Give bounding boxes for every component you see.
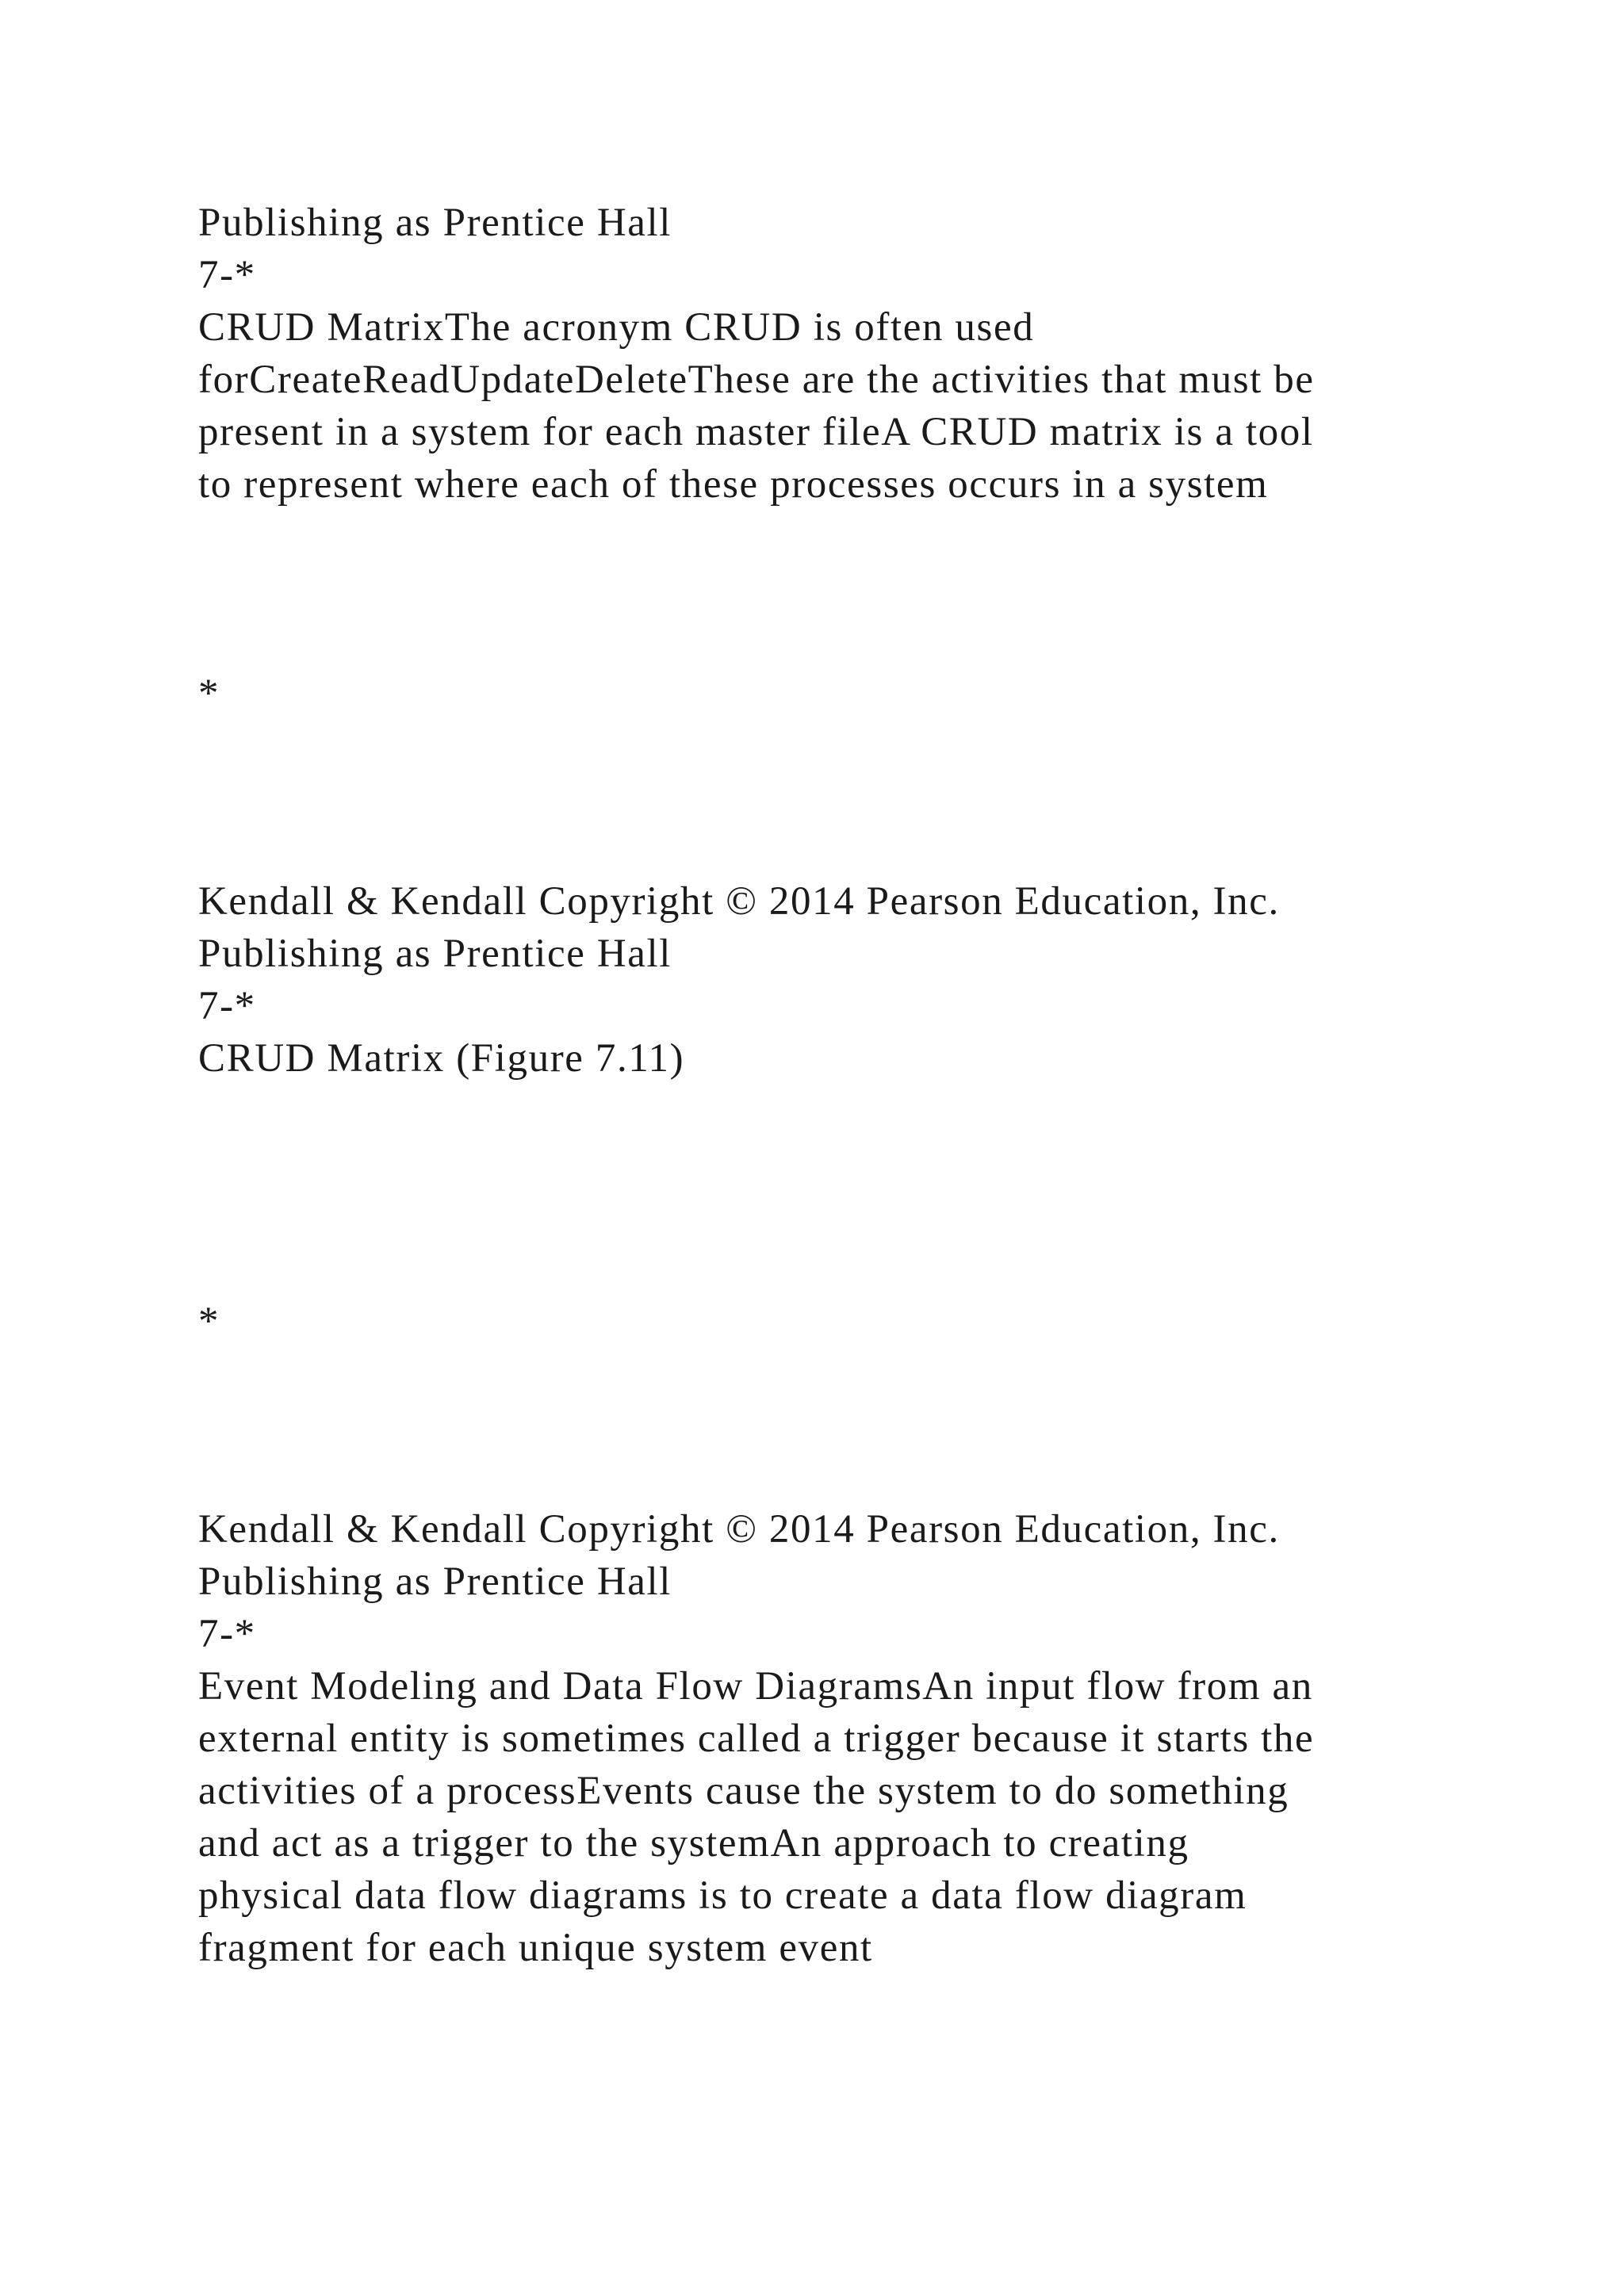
publisher-line: Publishing as Prentice Hall [198,201,672,245]
body-text-line: Event Modeling and Data Flow DiagramsAn input flow from an [198,1664,1313,1709]
slide-title: CRUD Matrix (Figure 7.11) [198,1036,685,1081]
slide-separator-asterisk: * [198,1299,220,1344]
body-text-line: forCreateReadUpdateDeleteThese are the activities that must be [198,358,1315,402]
body-text-line: fragment for each unique system event [198,1926,873,1970]
body-text-line: and act as a trigger to the systemAn approach to creating [198,1821,1189,1866]
slide-number: 7-* [198,984,256,1028]
publisher-line: Publishing as Prentice Hall [198,1559,672,1604]
body-text-line: CRUD MatrixThe acronym CRUD is often used [198,305,1035,350]
copyright-line: Kendall & Kendall Copyright © 2014 Pearson Education, Inc. [198,1507,1280,1552]
body-text-line: to represent where each of these processes occurs in a system [198,462,1269,507]
body-text-line: present in a system for each master fileA CRUD matrix is a tool [198,410,1314,454]
slide-number: 7-* [198,1612,256,1656]
slide-separator-asterisk: * [198,672,220,716]
body-text-line: external entity is sometimes called a trigger because it starts the [198,1716,1315,1761]
body-text-line: physical data flow diagrams is to create a data flow diagram [198,1873,1247,1918]
slide-number: 7-* [198,253,256,297]
body-text-line: activities of a processEvents cause the system to do something [198,1769,1289,1813]
publisher-line: Publishing as Prentice Hall [198,932,672,976]
copyright-line: Kendall & Kendall Copyright © 2014 Pearson Education, Inc. [198,879,1280,924]
